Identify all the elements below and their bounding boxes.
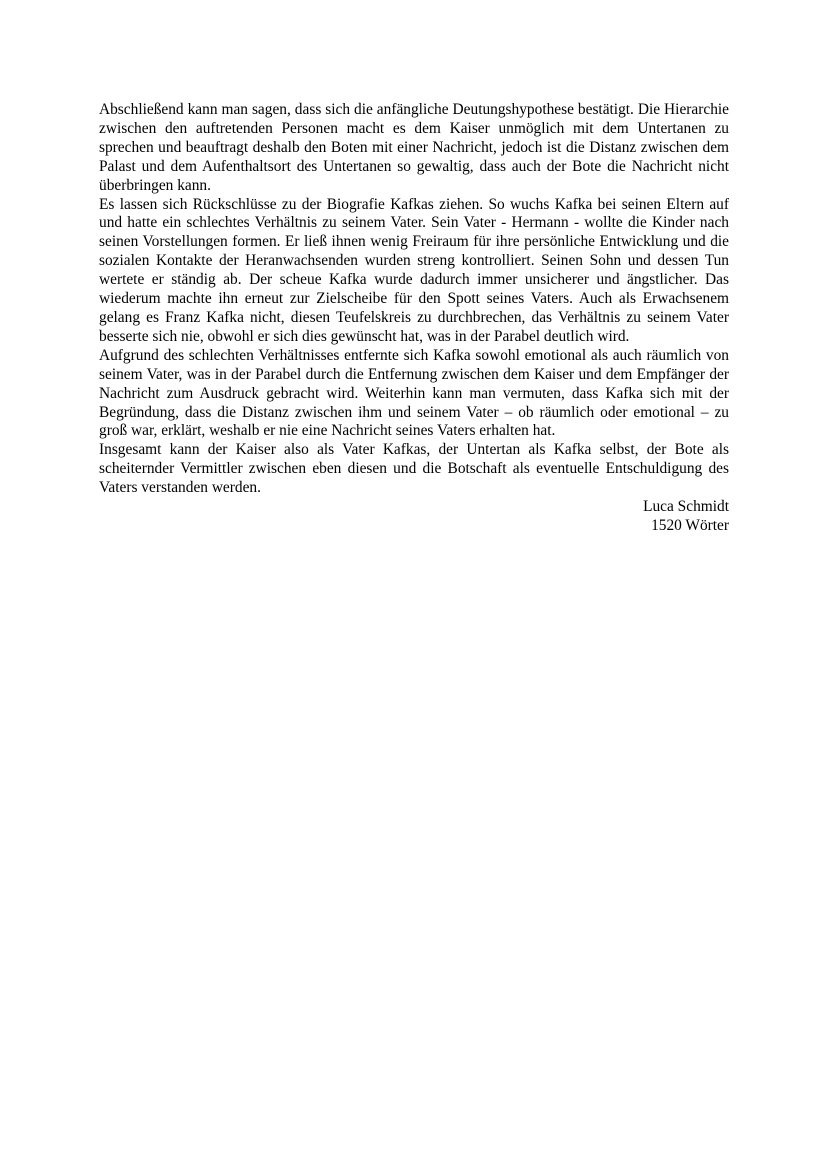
paragraph-biography: Es lassen sich Rückschlüsse zu der Biografie Kafkas ziehen. So wuchs Kafka bei seinen Eltern auf und hatte ein schlechtes Verhältnis zu seinem Vater. Sein Vater - Hermann - wollte die Kinder nach seinen Vorstellungen formen. Er ließ ihnen wenig Freiraum für ihre persönliche Entwicklung und die sozialen Kontakte der Heranwachsenden wurden streng kontrolliert. Seinen Sohn und dessen Tun wertete er ständig ab. Der scheue Kafka wurde dadurch immer unsicherer und ängstlicher. Das wiederum machte ihn erneut zur Zielscheibe für den Spott seines Vaters. Auch als Erwachsenem gelang es Franz Kafka nicht, diesen Teufelskreis zu durchbrechen, das Verhältnis zu seinem Vater besserte sich nie, obwohl er sich dies gewünscht hat, was in der Parabel deutlich wird. [99, 195, 729, 345]
paragraph-distance: Aufgrund des schlechten Verhältnisses entfernte sich Kafka sowohl emotional als auch räumlich von seinem Vater, was in der Parabel durch die Entfernung zwischen dem Kaiser und dem Empfänger der Nachricht zum Ausdruck gebracht wird. Weiterhin kann man vermuten, dass Kafka sich mit der Begründung, dass die Distanz zwischen ihm und seinem Vater – ob räumlich oder emotional – zu groß war, erklärt, weshalb er nie eine Nachricht seines Vaters erhalten hat. [99, 346, 729, 440]
author-name: Luca Schmidt [643, 498, 729, 516]
word-count: 1520 Wörter [651, 516, 729, 534]
paragraph-summary: Insgesamt kann der Kaiser also als Vater Kafkas, der Untertan als Kafka selbst, der Bote als scheiternder Vermittler zwischen eben diesen und die Botschaft als eventuelle Entschuldigung des Vaters verstanden werden. [99, 441, 729, 497]
signature-block [99, 498, 729, 536]
document-page [99, 101, 729, 536]
paragraph-conclusion: Abschließend kann man sagen, dass sich die anfängliche Deutungshypothese bestätigt. Die Hierarchie zwischen den auftretenden Personen macht es dem Kaiser unmöglich mit dem Untertanen zu sprechen und beauftragt deshalb den Boten mit einer Nachricht, jedoch ist die Distanz zwischen dem Palast und dem Aufenthaltsort des Untertanen so gewaltig, dass auch der Bote die Nachricht nicht überbringen kann. [99, 101, 729, 194]
